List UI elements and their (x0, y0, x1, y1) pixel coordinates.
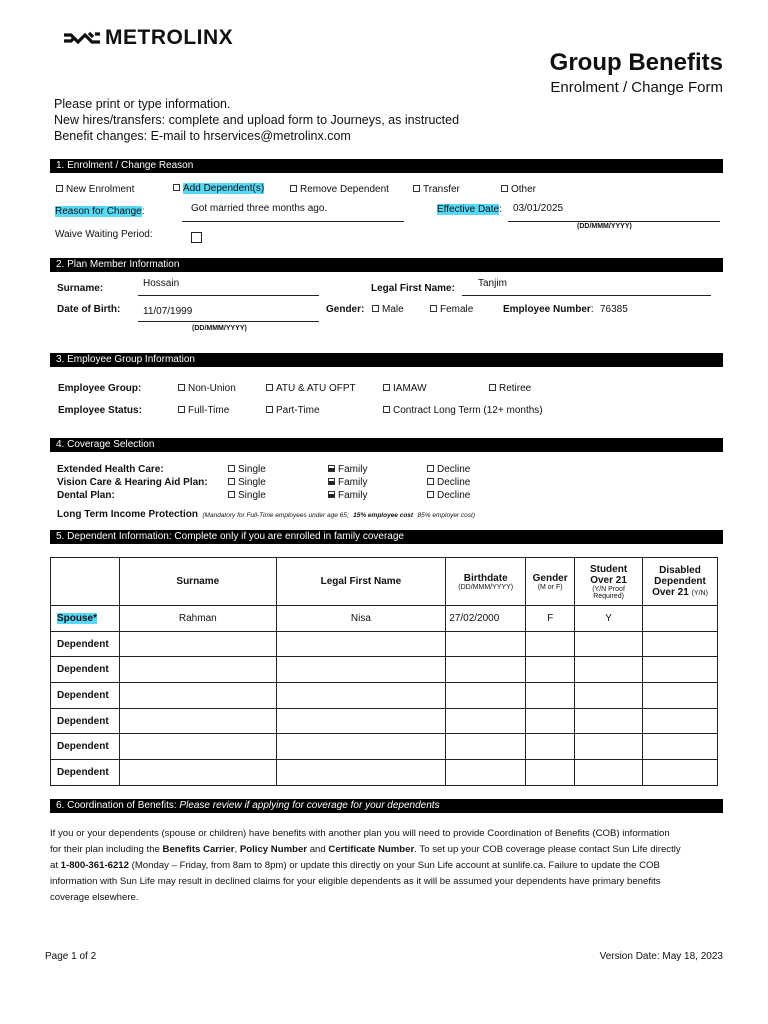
checkbox-icon (228, 478, 235, 485)
cell-disabled[interactable] (643, 708, 718, 734)
table-row-spouse (51, 606, 718, 632)
surname-underline (138, 295, 319, 296)
cell-disabled[interactable] (643, 683, 718, 709)
cell-surname[interactable] (119, 708, 276, 734)
ltip-label: Long Term Income Protection (57, 509, 198, 520)
row-label-dependent: Dependent (51, 708, 120, 734)
checkbox-icon (56, 185, 63, 192)
checkbox-iamaw[interactable] (383, 383, 427, 394)
row-label-dependent: Dependent (51, 760, 120, 786)
checkbox-icon (427, 478, 434, 485)
checkbox-icon (266, 406, 273, 413)
dental-single[interactable] (228, 490, 266, 501)
checkbox-checked-icon (328, 491, 335, 498)
ehc-family[interactable] (328, 464, 367, 475)
checkbox-atu[interactable] (266, 383, 356, 394)
effective-date-field[interactable]: 03/01/2025 (513, 203, 564, 214)
cell-surname[interactable]: Rahman (119, 606, 276, 632)
checkbox-retiree[interactable] (489, 383, 531, 394)
cob-text: . To set up your COB coverage please contact Sun Life directly (414, 844, 681, 855)
cell-disabled[interactable] (643, 631, 718, 657)
ehc-single[interactable] (228, 464, 266, 475)
checkbox-icon (489, 384, 496, 391)
section-4-header: 4. Coverage Selection (50, 438, 723, 452)
dental-decline[interactable] (427, 490, 470, 501)
checkbox-remove-dependent[interactable] (290, 184, 389, 195)
checkbox-full-time[interactable] (178, 405, 229, 416)
disabled-title-2: Dependent (654, 576, 706, 587)
cell-student[interactable] (575, 683, 643, 709)
dental-label: Dental Plan: (57, 490, 115, 501)
cell-birthdate[interactable] (446, 734, 526, 760)
student-sub-1: (Y/N Proof (592, 585, 625, 593)
checkbox-icon (427, 491, 434, 498)
option-label: Contract Long Term (12+ months) (393, 405, 543, 416)
first-name-label: Legal First Name: (371, 283, 455, 294)
disabled-title-1: Disabled (659, 565, 701, 576)
cell-birthdate[interactable] (446, 631, 526, 657)
instruction-line-3: Benefit changes: E-mail to hrservices@metrolinx.com (54, 129, 351, 143)
cell-gender[interactable] (526, 734, 575, 760)
option-label: Decline (437, 464, 471, 475)
cell-disabled[interactable] (643, 657, 718, 683)
cob-bold: Benefits Carrier (162, 844, 235, 855)
cell-first-name[interactable] (276, 683, 446, 709)
cell-student[interactable] (575, 734, 643, 760)
empno-label-text: Employee Number (503, 304, 591, 315)
student-title-2: Over 21 (590, 574, 627, 586)
checkbox-icon (178, 384, 185, 391)
page-title: Group Benefits (549, 49, 723, 76)
cob-line-3 (50, 858, 726, 874)
cell-surname[interactable] (119, 683, 276, 709)
dependents-table (50, 557, 718, 786)
header-student (575, 558, 643, 606)
cell-student[interactable] (575, 631, 643, 657)
empno-colon: : (590, 304, 594, 315)
cob-text: (Monday – Friday, from 8am to 8pm) or update this directly on your Sun Life account at sunlife.ca. Failure to update the COB (128, 860, 660, 871)
metrolinx-wave-icon (62, 29, 102, 47)
spouse-label: Spouse* (57, 612, 98, 624)
section-6-title-italic: Please review if applying for coverage for your dependents (179, 800, 440, 811)
cob-paragraph (50, 826, 726, 906)
first-name-field[interactable]: Tanjim (478, 278, 507, 289)
checkbox-transfer[interactable] (413, 184, 460, 195)
cell-birthdate[interactable] (446, 760, 526, 786)
cob-text: at (50, 860, 61, 871)
cell-surname[interactable] (119, 760, 276, 786)
reason-field[interactable]: Got married three months ago. (191, 203, 328, 214)
checkbox-part-time[interactable] (266, 405, 320, 416)
employee-group-label: Employee Group: (58, 383, 142, 394)
birthdate-title: Birthdate (463, 572, 508, 584)
cell-gender[interactable] (526, 683, 575, 709)
header-disabled (643, 558, 718, 606)
reason-label (55, 206, 145, 217)
vision-family[interactable] (328, 477, 367, 488)
checkbox-icon (290, 185, 297, 192)
logo-text: METROLINX (105, 26, 234, 49)
cell-gender[interactable] (526, 708, 575, 734)
option-label: IAMAW (393, 383, 427, 394)
cell-gender[interactable] (526, 631, 575, 657)
employee-number-label (503, 304, 594, 315)
gender-sub: (M or F) (537, 583, 563, 591)
cell-student[interactable] (575, 708, 643, 734)
effective-date-label (437, 204, 502, 215)
cell-first-name[interactable] (276, 708, 446, 734)
checkbox-checked-icon (328, 478, 335, 485)
gender-title: Gender (532, 572, 568, 584)
cell-birthdate[interactable] (446, 708, 526, 734)
option-label: Transfer (423, 184, 460, 195)
cell-first-name[interactable] (276, 631, 446, 657)
reason-label-text: Reason for Change (55, 206, 142, 217)
row-label-dependent: Dependent (51, 683, 120, 709)
dental-family[interactable] (328, 490, 367, 501)
checkbox-icon (501, 185, 508, 192)
cell-gender[interactable]: F (526, 606, 575, 632)
cob-line-2 (50, 842, 726, 858)
cell-birthdate[interactable] (446, 657, 526, 683)
cob-line-4: information with Sun Life may result in declined claims for your eligible dependents as it will be assumed your dependents have primary benefits (50, 876, 661, 887)
checkbox-icon (427, 465, 434, 472)
disabled-title-3 (643, 587, 717, 598)
cell-first-name[interactable]: Nisa (276, 606, 446, 632)
cob-text: and (307, 844, 329, 855)
checkbox-male[interactable] (372, 304, 404, 315)
cob-phone: 1-800-361-6212 (60, 860, 129, 871)
employee-number-field[interactable]: 76385 (600, 304, 628, 315)
gender-label: Gender: (326, 304, 365, 315)
section-2-header: 2. Plan Member Information (50, 258, 723, 272)
effective-colon: : (499, 204, 502, 215)
section-1-header: 1. Enrolment / Change Reason (50, 159, 723, 173)
reason-colon: : (141, 206, 145, 217)
student-title-1: Student (589, 563, 628, 575)
checkbox-icon (383, 384, 390, 391)
cell-gender[interactable] (526, 657, 575, 683)
header-surname: Surname (119, 558, 276, 606)
checkbox-new-enrolment[interactable] (56, 184, 134, 195)
dob-label: Date of Birth: (57, 304, 121, 315)
option-label: Part-Time (276, 405, 320, 416)
cob-text: , (234, 844, 240, 855)
surname-field[interactable]: Hossain (143, 278, 180, 289)
dob-field[interactable]: 11/07/1999 (143, 306, 193, 317)
checkbox-icon (178, 406, 185, 413)
table-row-dependent (51, 708, 718, 734)
checkbox-icon (191, 232, 202, 243)
option-label: Non-Union (188, 383, 236, 394)
instruction-line-1: Please print or type information. (54, 97, 231, 111)
checkbox-icon (173, 184, 180, 191)
cell-student[interactable] (575, 760, 643, 786)
option-label: Family (338, 477, 368, 488)
table-row-dependent (51, 657, 718, 683)
option-label: Male (382, 304, 404, 315)
option-label: ATU & ATU OFPT (276, 383, 356, 394)
row-label-spouse (51, 606, 120, 632)
version-date: Version Date: May 18, 2023 (599, 951, 723, 962)
employee-status-label: Employee Status: (58, 405, 142, 416)
metrolinx-logo (62, 26, 233, 50)
option-label: Retiree (499, 383, 532, 394)
table-row-dependent (51, 734, 718, 760)
row-label-dependent: Dependent (51, 734, 120, 760)
table-row-dependent (51, 760, 718, 786)
cob-bold: Certificate Number (328, 844, 415, 855)
option-label: Female (440, 304, 474, 315)
waive-label: Waive Waiting Period: (55, 229, 153, 240)
cell-first-name[interactable] (276, 734, 446, 760)
checkbox-icon (228, 491, 235, 498)
cob-bold: Policy Number (239, 844, 308, 855)
cob-text: for their plan including the (50, 844, 163, 855)
option-label: Decline (437, 490, 471, 501)
section-6-title: 6. Coordination of Benefits: (56, 800, 177, 811)
vision-label: Vision Care & Hearing Aid Plan: (57, 477, 208, 488)
table-header-row (51, 558, 718, 606)
option-label: Family (338, 464, 368, 475)
page-number: Page 1 of 2 (45, 951, 97, 962)
vision-single[interactable] (228, 477, 266, 488)
ehc-decline[interactable] (427, 464, 470, 475)
row-label-dependent: Dependent (51, 631, 120, 657)
instruction-line-2: New hires/transfers: complete and upload form to Journeys, as instructed (54, 113, 460, 127)
disabled-sub: (Y/N) (691, 590, 708, 597)
header-gender (526, 558, 575, 606)
cell-surname[interactable] (119, 657, 276, 683)
ehc-label: Extended Health Care: (57, 464, 164, 475)
cob-line-1: If you or your dependents (spouse or children) have benefits with another plan you will need to provide Coordination of Benefits (COB) information (50, 828, 670, 839)
table-row-dependent (51, 683, 718, 709)
page-subtitle: Enrolment / Change Form (550, 79, 723, 96)
cob-line-5: coverage elsewhere. (50, 892, 139, 903)
option-label: Decline (437, 477, 471, 488)
surname-label: Surname: (57, 283, 104, 294)
option-label: Full-Time (188, 405, 230, 416)
header-birthdate (446, 558, 526, 606)
checkbox-icon (228, 465, 235, 472)
vision-decline[interactable] (427, 477, 470, 488)
cell-birthdate[interactable]: 27/02/2000 (446, 606, 526, 632)
dob-underline (138, 321, 319, 322)
option-label: Other (511, 184, 537, 195)
checkbox-icon (266, 384, 273, 391)
section-6-header (50, 799, 723, 813)
dob-format: (DD/MMM/YYYY) (192, 325, 247, 332)
effective-label-text: Effective Date (437, 204, 500, 215)
header-first-name: Legal First Name (276, 558, 446, 606)
checkbox-checked-icon (328, 465, 335, 472)
section-5-header: 5. Dependent Information: Complete only if you are enrolled in family coverage (50, 530, 723, 544)
disabled-title-3-text: Over 21 (652, 587, 689, 598)
cell-student[interactable]: Y (575, 606, 643, 632)
cell-disabled[interactable] (643, 734, 718, 760)
effective-date-format: (DD/MMM/YYYY) (577, 223, 632, 230)
cell-disabled[interactable] (643, 760, 718, 786)
option-label: Remove Dependent (300, 184, 389, 195)
cell-surname[interactable] (119, 631, 276, 657)
checkbox-icon (383, 406, 390, 413)
option-label: Family (338, 490, 368, 501)
effective-underline (508, 221, 720, 222)
header-empty (51, 558, 120, 606)
ltip-note-1: (Mandatory for Full-Time employees under age 65; (202, 512, 349, 519)
checkbox-contract[interactable] (383, 405, 543, 416)
ltip-note-2: 15% employee cost (353, 512, 414, 519)
waive-checkbox[interactable] (191, 230, 205, 248)
cell-birthdate[interactable] (446, 683, 526, 709)
cell-disabled[interactable] (643, 606, 718, 632)
cell-gender[interactable] (526, 760, 575, 786)
table-row-dependent (51, 631, 718, 657)
birthdate-format: (DD/MMM/YYYY) (458, 583, 514, 591)
cell-first-name[interactable] (276, 760, 446, 786)
row-label-dependent: Dependent (51, 657, 120, 683)
option-label: Add Dependent(s) (183, 183, 265, 194)
checkbox-icon (372, 305, 379, 312)
ltip-row (57, 504, 475, 522)
checkbox-icon (413, 185, 420, 192)
cell-surname[interactable] (119, 734, 276, 760)
reason-underline (182, 221, 404, 222)
option-label: Single (238, 464, 266, 475)
cell-first-name[interactable] (276, 657, 446, 683)
cell-student[interactable] (575, 657, 643, 683)
option-label: Single (238, 490, 266, 501)
option-label: Single (238, 477, 266, 488)
student-sub-2: Required) (593, 592, 624, 600)
checkbox-icon (430, 305, 437, 312)
checkbox-other[interactable] (501, 184, 536, 195)
checkbox-add-dependents[interactable] (173, 183, 264, 194)
first-name-underline (462, 295, 711, 296)
option-label: New Enrolment (66, 184, 135, 195)
section-3-header: 3. Employee Group Information (50, 353, 723, 367)
ltip-note-3: 85% employer cost) (417, 512, 475, 519)
checkbox-female[interactable] (430, 304, 473, 315)
checkbox-non-union[interactable] (178, 383, 236, 394)
